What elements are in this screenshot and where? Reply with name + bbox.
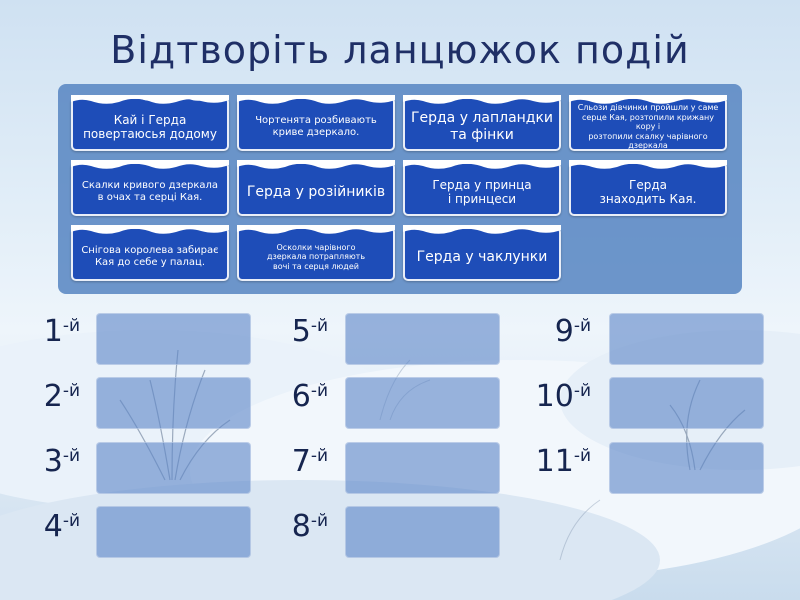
snowcap-icon xyxy=(71,225,229,238)
snowcap-icon xyxy=(569,160,727,173)
event-card-5[interactable] xyxy=(71,162,229,216)
event-card-9[interactable] xyxy=(71,227,229,281)
answer-slot-7[interactable] xyxy=(345,442,500,494)
slot-label-8: $8^{-й}$ xyxy=(291,509,328,544)
event-card-8[interactable] xyxy=(569,162,727,216)
snowcap-icon xyxy=(71,160,229,173)
event-card-2[interactable] xyxy=(237,97,395,151)
card-text-line: повертаюсья додому xyxy=(83,127,217,141)
card-text-line: Герда xyxy=(629,177,667,192)
event-card-7[interactable] xyxy=(403,162,561,216)
slot-label-6: $6^{-й}$ xyxy=(291,379,328,414)
card-text-line: Сльози дівчинки пройшли у саме xyxy=(577,103,719,113)
slot-label-11: $11^{-й}$ xyxy=(535,444,591,479)
event-card-3[interactable] xyxy=(403,97,561,151)
answer-slot-10[interactable] xyxy=(609,377,764,429)
card-text-line: вочі та серця людей xyxy=(273,261,359,271)
answer-slot-4[interactable] xyxy=(96,506,251,558)
slot-label-1: $1^{-й}$ xyxy=(43,314,80,349)
answer-slot-11[interactable] xyxy=(609,442,764,494)
event-card-1[interactable] xyxy=(71,97,229,151)
card-text-line: розтопили скалку чарівного дзеркала xyxy=(588,131,708,151)
card-text-line: дзеркала потрапляють xyxy=(266,252,366,262)
card-text-line: серце Кая, розтопили крижану кору і xyxy=(581,112,715,132)
snowcap-icon xyxy=(403,160,561,173)
card-text-line: Снігова королева забирає xyxy=(81,245,219,256)
card-text-line: Кая до себе у палац. xyxy=(94,257,206,268)
card-text-line: та фінки xyxy=(450,127,514,143)
event-card-6[interactable] xyxy=(237,162,395,216)
answer-slot-5[interactable] xyxy=(345,313,500,365)
card-text-line: Герда у принца xyxy=(432,177,532,192)
page-title: Відтворіть ланцюжок подій xyxy=(110,28,690,72)
snowcap-icon xyxy=(237,95,395,108)
slot-label-7: $7^{-й}$ xyxy=(291,444,328,479)
slot-label-2: $2^{-й}$ xyxy=(43,379,80,414)
slot-label-10: $10^{-й}$ xyxy=(535,379,591,414)
event-card-10[interactable] xyxy=(237,227,395,281)
card-text-line: Кай і Герда xyxy=(113,112,187,127)
snowcap-icon xyxy=(237,160,395,173)
card-text-line: Осколки чарівного xyxy=(276,242,356,252)
snowcap-icon xyxy=(237,225,395,238)
card-text-line: знаходить Кая. xyxy=(599,192,697,206)
snowcap-icon xyxy=(403,95,561,108)
card-text-line: Герда у розійників xyxy=(246,183,386,200)
answer-slot-9[interactable] xyxy=(609,313,764,365)
answer-slot-1[interactable] xyxy=(96,313,251,365)
slot-label-4: $4^{-й}$ xyxy=(43,509,80,544)
card-text-line: Герда у чаклунки xyxy=(416,248,548,265)
slot-label-3: $3^{-й}$ xyxy=(43,444,80,479)
snowcap-icon xyxy=(71,95,229,108)
card-text-line: Чортенята розбивають xyxy=(255,115,377,126)
answer-slot-6[interactable] xyxy=(345,377,500,429)
card-text-line: Герда у лапландки xyxy=(410,110,554,127)
answer-slot-2[interactable] xyxy=(96,377,251,429)
event-card-11[interactable] xyxy=(403,227,561,281)
snowcap-icon xyxy=(403,225,561,238)
card-text-line: криве дзеркало. xyxy=(272,127,360,138)
card-text-line: і принцеси xyxy=(447,192,517,206)
event-card-4[interactable] xyxy=(569,97,727,151)
slot-label-9: $9^{-й}$ xyxy=(554,314,591,349)
answer-slot-3[interactable] xyxy=(96,442,251,494)
card-text-line: Скалки кривого дзеркала xyxy=(81,180,219,191)
card-text-line: в очах та серці Кая. xyxy=(97,192,203,203)
slot-label-5: $5^{-й}$ xyxy=(291,314,328,349)
answer-slot-8[interactable] xyxy=(345,506,500,558)
